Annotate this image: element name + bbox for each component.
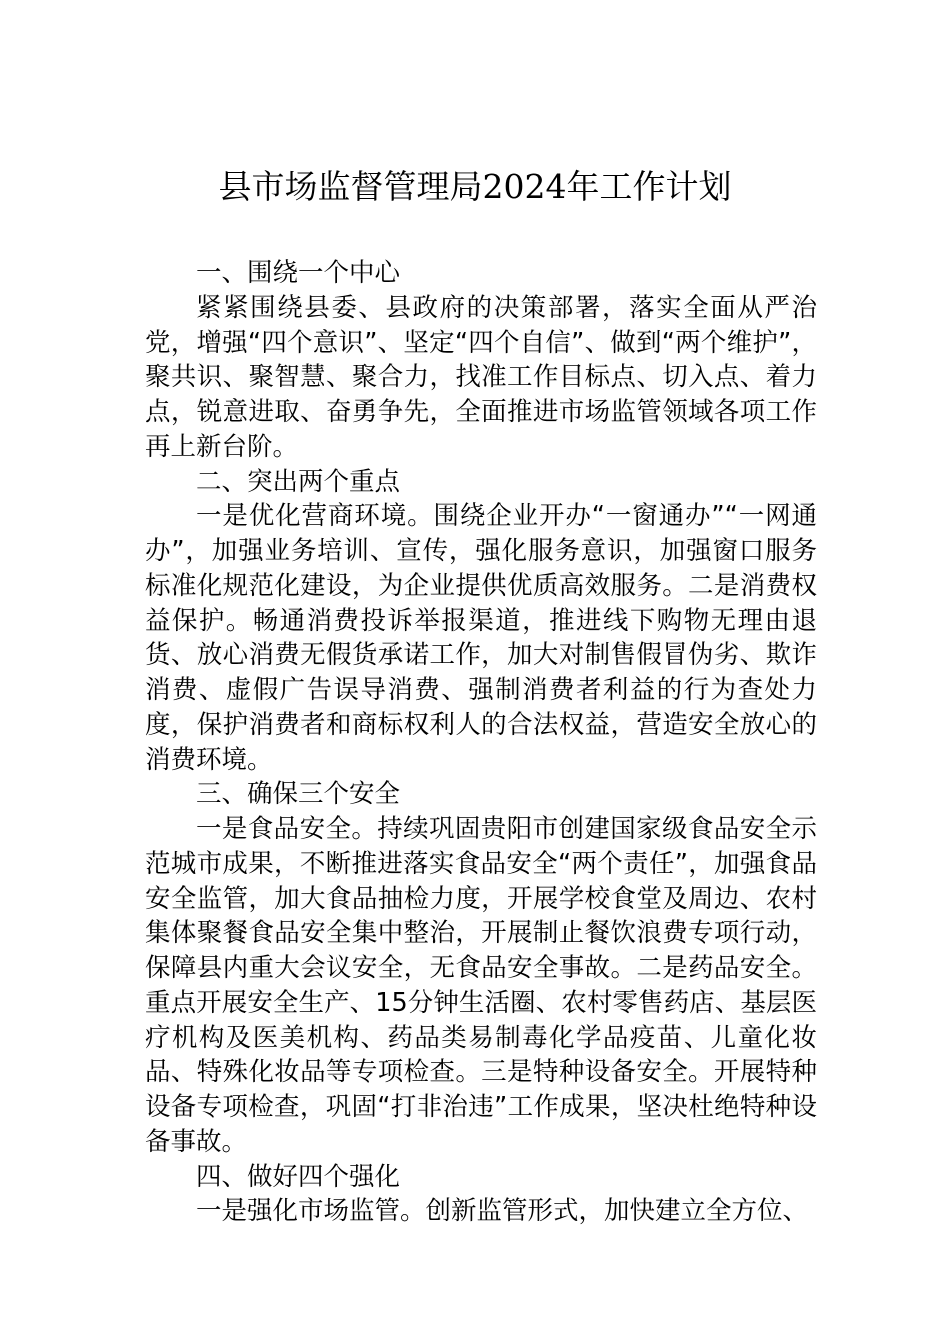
section-paragraph-4: 一是强化市场监管。创新监管形式，加快建立全方位、: [196, 1196, 809, 1227]
section-paragraph-1: 紧紧围绕县委、县政府的决策部署，落实全面从严治党，增强“四个意识”、坚定“四个自信”、做到“两个维护”，聚共识、聚智慧、聚合力，找准工作目标点、切入点、着力点，锐意进取、奋勇争先，全面推进市场监管领域各项工作再上新台阶。: [145, 292, 817, 462]
section-heading-4: 四、做好四个强化: [196, 1161, 401, 1192]
section-paragraph-3: 一是食品安全。持续巩固贵阳市创建国家级食品安全示范城市成果，不断推进落实食品安全“两个责任”，加强食品安全监管，加大食品抽检力度，开展学校食堂及周边、农村集体聚餐食品安全集中整治，开展制止餐饮浪费专项行动，保障县内重大会议安全，无食品安全事故。二是药品安全。重点开展安全生产、15分钟生活圈、农村零售药店、基层医疗机构及医美机构、药品类易制毒化学品疫苗、儿童化妆品、特殊化妆品等专项检查。三是特种设备安全。开展特种设备专项检查，巩固“打非治违”工作成果，坚决杜绝特种设备事故。: [145, 814, 817, 1157]
section-heading-3: 三、确保三个安全: [196, 779, 401, 810]
section-paragraph-2: 一是优化营商环境。围绕企业开办“一窗通办”“一网通办”，加强业务培训、宣传，强化服务意识，加强窗口服务标准化规范化建设，为企业提供优质高效服务。二是消费权益保护。畅通消费投诉举报渠道，推进线下购物无理由退货、放心消费无假货承诺工作，加大对制售假冒伪劣、欺诈消费、虚假广告误导消费、强制消费者利益的行为查处力度，保护消费者和商标权利人的合法权益，营造安全放心的消费环境。: [145, 501, 817, 775]
document-title: 县市场监督管理局2024年工作计划: [218, 167, 732, 206]
section-heading-2: 二、突出两个重点: [196, 466, 401, 497]
section-heading-1: 一、围绕一个中心: [196, 258, 401, 288]
document-body: [145, 256, 817, 1229]
